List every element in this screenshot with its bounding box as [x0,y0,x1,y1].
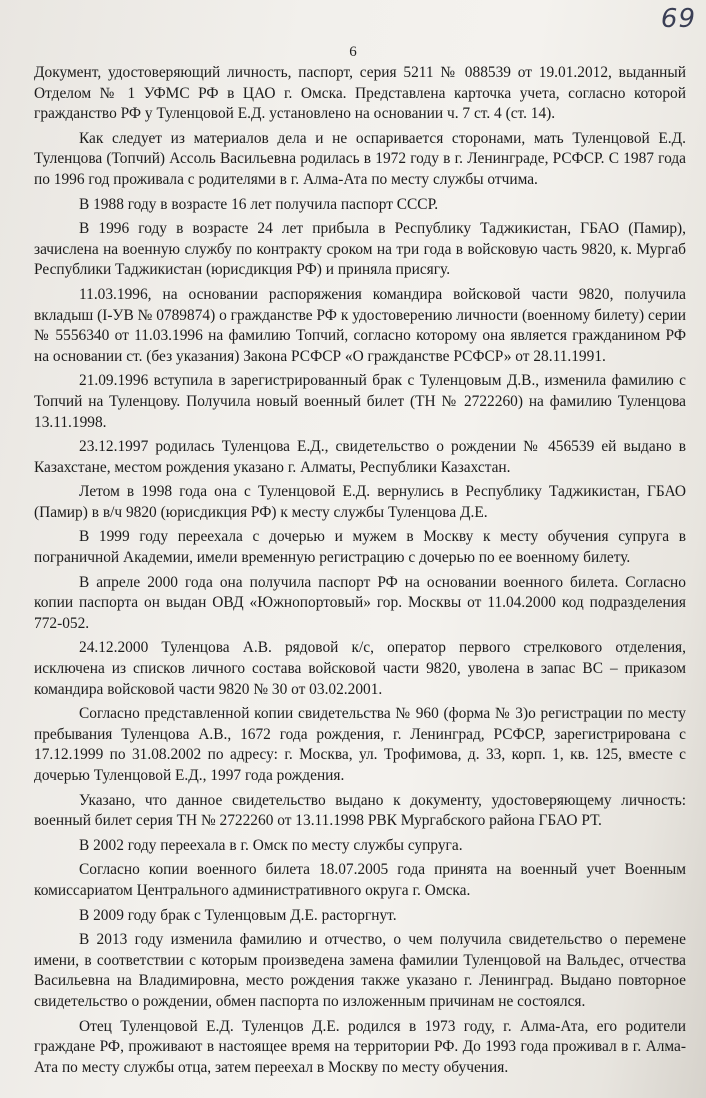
paragraph: В 1996 году в возрасте 24 лет прибыла в Республику Таджикистан, ГБАО (Памир), зачислена на военную службу по контракту сроком на три года в войсковую часть 9820, к. Мургаб Республики Таджикистан (юрисдикция РФ) и приняла присягу. [34,220,686,279]
document-body [34,63,686,1082]
paragraph: Как следует из материалов дела и не оспаривается сторонами, мать Туленцовой Е.Д. Туленцова (Топчий) Ассоль Васильевна родилась в 1972 году в г. Ленинграде, РСФСР. С 1987 года по 1996 год проживала с родителями в г. Алма-Ата по месту службы отчима. [34,129,686,188]
paragraph: В 2002 году переехала в г. Омск по месту службы супруга. [79,836,463,854]
paragraph: 23.12.1997 родилась Туленцова Е.Д., свидетельство о рождении № 456539 ей выдано в Казахстане, местом рождения указано г. Алматы, Республики Казахстан. [34,438,686,476]
paragraph: В 1999 году переехала с дочерью и мужем в Москву к месту обучения супруга в пограничной Академии, имели временную регистрацию с дочерью по ее военному билету. [34,528,686,567]
paragraph: В 2009 году брак с Туленцовым Д.Е. расторгнут. [79,906,397,924]
page-number: 6 [349,44,357,60]
paragraph: В 2013 году изменила фамилию и отчество, о чем получила свидетельство о перемене имени, в соответствии с которым произведена замена фамилии Туленцовой на Вальдес, отчества Васильевна на Владимировна, место рождения также указано г. Ленинград. Выдано повторное свидетельство о рождении, обмен паспорта по изложенным причинам не состоялся. [34,931,686,1010]
paragraph: Летом в 1998 года она с Туленцовой Е.Д. вернулись в Республику Таджикистан, ГБАО (Памир) в в/ч 9820 (юрисдикция РФ) к месту службы Туленцова Д.Е. [34,483,686,521]
paragraph: 11.03.1996, на основании распоряжения командира войсковой части 9820, получила вкладыш (I-УВ № 0789874) о гражданстве РФ к удостоверению личности (военному билету) серии № 5556340 от 11.03.1996 на фамилию Топчий, согласно которому она является гражданином РФ на основании ст. (без указания) Закона РСФСР «О гражданстве РСФСР» от 28.11.1991. [34,285,686,365]
handwritten-sheet-number: 69 [660,4,696,34]
paragraph: В апреле 2000 года она получила паспорт РФ на основании военного билета. Согласно копии паспорта он выдан ОВД «Южнопортовый» гор. Москвы от 11.04.2000 код подразделения 772-052. [34,573,686,632]
paragraph: В 1988 году в возрасте 16 лет получила паспорт СССР. [79,195,439,213]
paragraph: 24.12.2000 Туленцова А.В. рядовой к/с, оператор первого стрелкового отделения, исключена из списков личного состава войсковой части 9820, уволена в запас ВС – приказом командира войсковой части 9820 № 30 от 03.02.2001. [34,639,686,698]
paragraph: Указано, что данное свидетельство выдано к документу, удостоверяющему личность: военный билет серия ТН № 2722260 от 13.11.1998 РВК Мургабского района ГБАО РТ. [34,791,686,830]
paragraph: Отец Туленцовой Е.Д. Туленцов Д.Е. родился в 1973 году, г. Алма-Ата, его родители граждане РФ, проживают в настоящее время на территории РФ. До 1993 года проживал в г. Алма-Ата по месту службы отца, затем переехал в Москву по месту обучения. [34,1017,686,1076]
paragraph: Документ, удостоверяющий личность, паспорт, серия 5211 № 088539 от 19.01.2012, выданный Отделом № 1 УФМС РФ в ЦАО г. Омска. Представлена карточка учета, согласно которой гражданство РФ у Туленцовой Е.Д. установлено на основании ч. 7 ст. 4 (ст. 14). [34,64,686,123]
paragraph: Согласно представленной копии свидетельства № 960 (форма № 3)о регистрации по месту пребывания Туленцова А.В., 1672 года рождения, г. Ленинград, РСФСР, зарегистрирована с 17.12.1999 по 31.08.2002 по адресу: г. Москва, ул. Трофимова, д. 33, корп. 1, кв. 125, вместе с дочерью Туленцовой Е.Д., 1997 года рождения. [34,705,686,784]
paragraph: 21.09.1996 вступила в зарегистрированный брак с Туленцовым Д.В., изменила фамилию с Топчий на Туленцову. Получила новый военный билет (ТН № 2722260) на фамилию Туленцова 13.11.1998. [34,372,686,431]
paragraph: Согласно копии военного билета 18.07.2005 года принята на военный учет Военным комиссариатом Центрального административного округа г. Омска. [34,861,686,899]
